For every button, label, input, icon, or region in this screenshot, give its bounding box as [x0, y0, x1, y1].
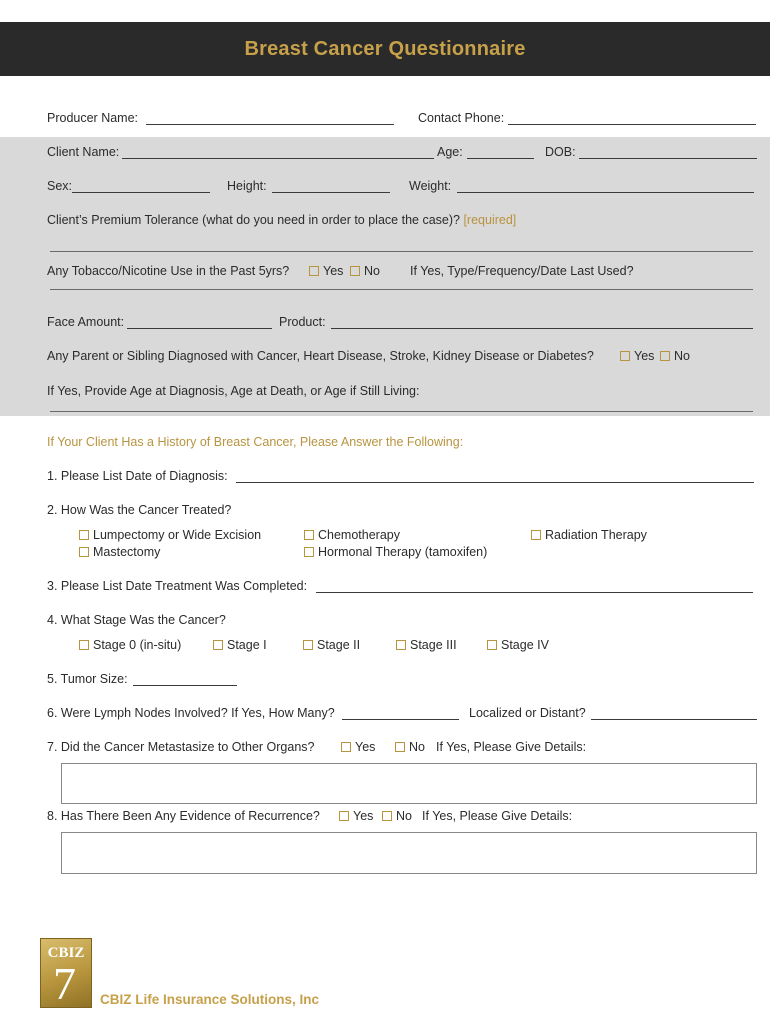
tobacco-details-field[interactable] [50, 289, 753, 290]
recurrence-no-option[interactable] [382, 809, 412, 823]
history-heading: If Your Client Has a History of Breast Cancer, Please Answer the Following: [47, 435, 464, 449]
tobacco-yes-checkbox[interactable] [309, 266, 319, 276]
client-name-field[interactable] [122, 158, 434, 159]
tobacco-yes-label: Yes [323, 264, 344, 278]
sex-label: Sex: [47, 179, 73, 193]
required-tag: [required] [463, 213, 517, 227]
hormonal-therapy-label: Hormonal Therapy (tamoxifen) [318, 545, 488, 559]
q8-label: 8. Has There Been Any Evidence of Recurrence? [47, 809, 320, 823]
stage-1-checkbox[interactable] [213, 640, 223, 650]
q7-if-yes-label: If Yes, Please Give Details: [436, 740, 587, 754]
face-amount-field[interactable] [127, 328, 272, 329]
radiation-therapy-option[interactable] [531, 528, 647, 542]
radiation-therapy-label: Radiation Therapy [545, 528, 647, 542]
age-field[interactable] [467, 158, 534, 159]
q1-label: 1. Please List Date of Diagnosis: [47, 469, 228, 483]
treatment-completed-field[interactable] [316, 592, 753, 593]
chemotherapy-checkbox[interactable] [304, 530, 314, 540]
face-amount-label: Face Amount: [47, 315, 125, 329]
premium-tolerance-field[interactable] [50, 251, 753, 252]
family-no-label: No [674, 349, 690, 363]
metastasize-yes-checkbox[interactable] [341, 742, 351, 752]
metastasize-no-label: No [409, 740, 425, 754]
stage-0-option[interactable] [79, 638, 181, 652]
stage-1-label: Stage I [227, 638, 267, 652]
q4-label: 4. What Stage Was the Cancer? [47, 613, 226, 627]
tobacco-no-option[interactable] [350, 264, 380, 278]
producer-name-field[interactable] [146, 124, 394, 125]
stage-0-checkbox[interactable] [79, 640, 89, 650]
cbiz-logo-text: CBIZ [47, 945, 85, 961]
stage-4-label: Stage IV [501, 638, 549, 652]
recurrence-yes-checkbox[interactable] [339, 811, 349, 821]
q5-label: 5. Tumor Size: [47, 672, 128, 686]
recurrence-details-box[interactable] [61, 832, 757, 874]
weight-field[interactable] [457, 192, 754, 193]
client-name-label: Client Name: [47, 145, 120, 159]
stage-2-option[interactable] [303, 638, 360, 652]
mastectomy-option[interactable] [79, 545, 160, 559]
q2-label: 2. How Was the Cancer Treated? [47, 503, 232, 517]
premium-tolerance-label [47, 213, 516, 227]
stage-2-label: Stage II [317, 638, 361, 652]
hormonal-therapy-checkbox[interactable] [304, 547, 314, 557]
logo-seven-icon: 7 [53, 958, 76, 1009]
lymph-nodes-field[interactable] [342, 719, 459, 720]
company-name: CBIZ Life Insurance Solutions, Inc [100, 992, 320, 1007]
tobacco-no-checkbox[interactable] [350, 266, 360, 276]
metastasize-details-box[interactable] [61, 763, 757, 804]
family-yes-checkbox[interactable] [620, 351, 630, 361]
family-yes-label: Yes [634, 349, 655, 363]
stage-2-checkbox[interactable] [303, 640, 313, 650]
stage-4-option[interactable] [487, 638, 549, 652]
height-label: Height: [227, 179, 267, 193]
q3-label: 3. Please List Date Treatment Was Completed: [47, 579, 308, 593]
chemotherapy-label: Chemotherapy [318, 528, 400, 542]
family-if-yes-label: If Yes, Provide Age at Diagnosis, Age at Death, or Age if Still Living: [47, 384, 420, 398]
lumpectomy-label: Lumpectomy or Wide Excision [93, 528, 262, 542]
tobacco-yes-option[interactable] [309, 264, 343, 278]
product-field[interactable] [331, 328, 753, 329]
family-no-option[interactable] [660, 349, 690, 363]
recurrence-yes-label: Yes [353, 809, 374, 823]
family-details-field[interactable] [50, 411, 753, 412]
recurrence-yes-option[interactable] [339, 809, 373, 823]
family-no-checkbox[interactable] [660, 351, 670, 361]
tobacco-if-yes-label: If Yes, Type/Frequency/Date Last Used? [410, 264, 634, 278]
mastectomy-checkbox[interactable] [79, 547, 89, 557]
hormonal-therapy-option[interactable] [304, 545, 487, 559]
stage-3-checkbox[interactable] [396, 640, 406, 650]
stage-3-label: Stage III [410, 638, 457, 652]
stage-1-option[interactable] [213, 638, 267, 652]
family-history-label: Any Parent or Sibling Diagnosed with Cancer, Heart Disease, Stroke, Kidney Disease or Diabetes? [47, 349, 594, 363]
q7-label: 7. Did the Cancer Metastasize to Other Organs? [47, 740, 315, 754]
recurrence-no-checkbox[interactable] [382, 811, 392, 821]
tobacco-label: Any Tobacco/Nicotine Use in the Past 5yrs? [47, 264, 290, 278]
mastectomy-label: Mastectomy [93, 545, 161, 559]
q6-label: 6. Were Lymph Nodes Involved? If Yes, How Many? [47, 706, 335, 720]
page-title: Breast Cancer Questionnaire [244, 37, 526, 60]
metastasize-no-option[interactable] [395, 740, 425, 754]
localized-label: Localized or Distant? [469, 706, 586, 720]
dob-field[interactable] [579, 158, 757, 159]
recurrence-no-label: No [396, 809, 412, 823]
q8-if-yes-label: If Yes, Please Give Details: [422, 809, 573, 823]
sex-field[interactable] [72, 192, 210, 193]
weight-label: Weight: [409, 179, 452, 193]
product-label: Product: [279, 315, 326, 329]
contact-phone-field[interactable] [508, 124, 756, 125]
stage-0-label: Stage 0 (in-situ) [93, 638, 182, 652]
radiation-therapy-checkbox[interactable] [531, 530, 541, 540]
cbiz-logo [40, 938, 92, 1008]
age-label: Age: [437, 145, 463, 159]
producer-name-label: Producer Name: [47, 111, 139, 125]
chemotherapy-option[interactable] [304, 528, 400, 542]
diagnosis-date-field[interactable] [236, 482, 754, 483]
stage-4-checkbox[interactable] [487, 640, 497, 650]
height-field[interactable] [272, 192, 390, 193]
stage-3-option[interactable] [396, 638, 457, 652]
dob-label: DOB: [545, 145, 576, 159]
localized-field[interactable] [591, 719, 757, 720]
family-yes-option[interactable] [620, 349, 654, 363]
lumpectomy-checkbox[interactable] [79, 530, 89, 540]
premium-tolerance-text: Client’s Premium Tolerance (what do you need in order to place the case)? [47, 213, 460, 227]
title-bar [0, 22, 770, 76]
tumor-size-field[interactable] [133, 685, 237, 686]
metastasize-no-checkbox[interactable] [395, 742, 405, 752]
metastasize-yes-label: Yes [355, 740, 376, 754]
contact-phone-label: Contact Phone: [418, 111, 505, 125]
metastasize-yes-option[interactable] [341, 740, 375, 754]
tobacco-no-label: No [364, 264, 380, 278]
lumpectomy-option[interactable] [79, 528, 261, 542]
